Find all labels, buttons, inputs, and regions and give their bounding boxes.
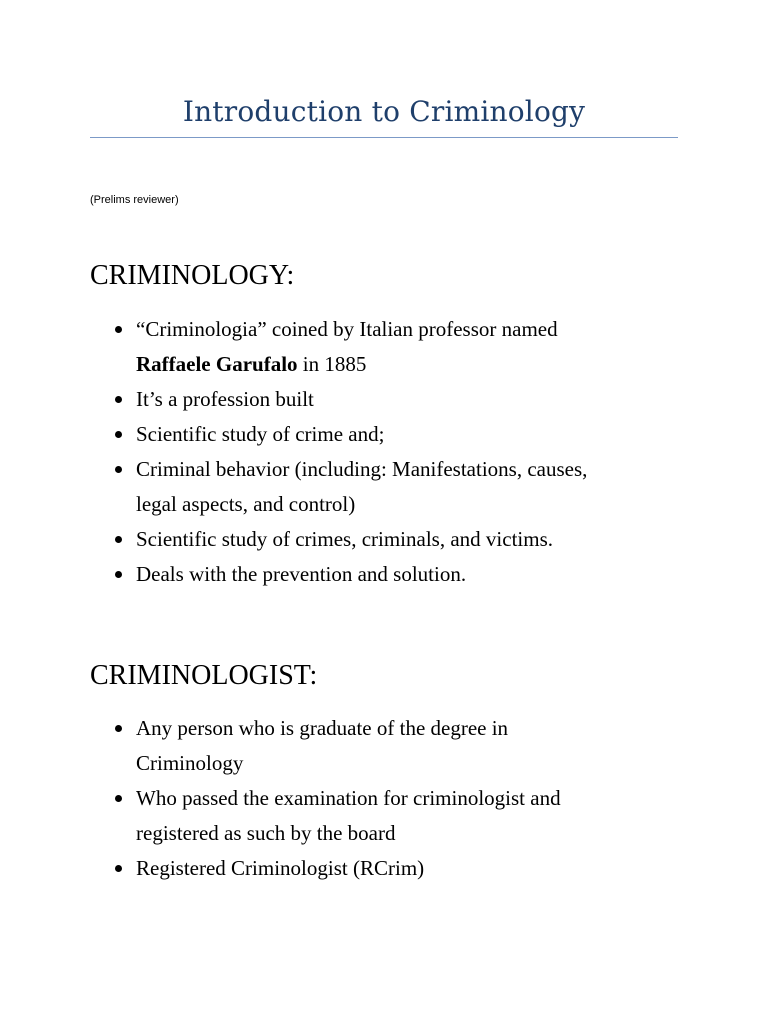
criminologist-list <box>136 711 696 886</box>
list-item-text: It’s a profession built <box>136 387 314 411</box>
title-underline <box>90 137 678 138</box>
list-item <box>136 452 696 522</box>
bullet-icon <box>115 865 122 872</box>
section-heading-criminologist: CRIMINOLOGIST: <box>90 660 318 691</box>
list-item <box>136 382 696 417</box>
bullet-icon <box>115 725 122 732</box>
bullet-icon <box>115 326 122 333</box>
list-item-text: “Criminologia” coined by Italian professor named <box>136 317 558 341</box>
list-item-text: Scientific study of crime and; <box>136 422 385 446</box>
list-item-text: registered as such by the board <box>136 821 396 845</box>
list-item-text: Criminal behavior (including: Manifestations, causes, <box>136 457 588 481</box>
list-item-text: Criminology <box>136 751 244 775</box>
page-title: Introduction to Criminology <box>182 95 586 128</box>
list-item <box>136 711 696 781</box>
list-item-text: Deals with the prevention and solution. <box>136 562 467 586</box>
list-item <box>136 851 696 886</box>
list-item <box>136 522 696 557</box>
list-item-bold-name: Raffaele Garufalo <box>136 352 298 376</box>
bullet-icon <box>115 466 122 473</box>
list-item-text: Any person who is graduate of the degree in <box>136 716 509 740</box>
criminology-list <box>136 312 696 592</box>
list-item-text: Scientific study of crimes, criminals, and victims. <box>136 527 553 551</box>
list-item <box>136 417 696 452</box>
bullet-icon <box>115 396 122 403</box>
list-item-text: Registered Criminologist (RCrim) <box>136 856 425 880</box>
section-heading-criminology: CRIMINOLOGY: <box>90 260 295 291</box>
list-item <box>136 781 696 851</box>
subtitle: (Prelims reviewer) <box>90 194 179 206</box>
list-item-text: legal aspects, and control) <box>136 492 356 516</box>
list-item <box>136 557 696 592</box>
bullet-icon <box>115 431 122 438</box>
bullet-icon <box>115 571 122 578</box>
list-item-text: Who passed the examination for criminologist and <box>136 786 561 810</box>
bullet-icon <box>115 536 122 543</box>
bullet-icon <box>115 795 122 802</box>
list-item-text: in 1885 <box>297 352 367 376</box>
list-item <box>136 312 696 382</box>
